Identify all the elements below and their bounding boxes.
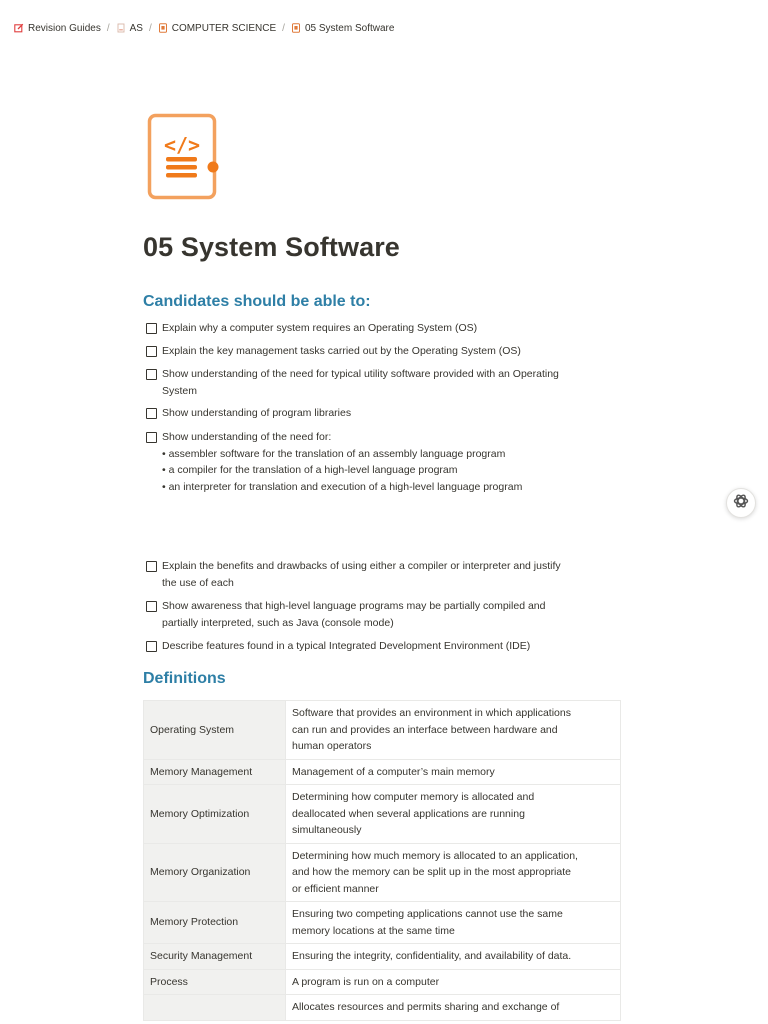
- svg-text:</>: </>: [163, 133, 201, 157]
- todo-text: Show understanding of the need for typical utility software provided with an Operating: [162, 368, 559, 380]
- todo-text: System: [162, 384, 198, 397]
- table-row: [144, 902, 621, 944]
- definition-cell: [286, 701, 621, 760]
- todo-text: • a compiler for the translation of a high-level language program: [162, 464, 458, 476]
- breadcrumb-item-current[interactable]: [291, 23, 394, 34]
- todo-text: Show understanding of program libraries: [162, 407, 352, 419]
- todo-checkbox[interactable]: [146, 369, 157, 380]
- term-cell: Memory Management: [144, 759, 286, 785]
- term-cell: Memory Optimization: [144, 785, 286, 844]
- definition-cell: [286, 902, 621, 944]
- breadcrumb-label: 05 System Software: [304, 22, 395, 34]
- definition-line: deallocated when several applications are running: [292, 807, 525, 820]
- todo-text: • an interpreter for translation and execution of a high-level language program: [162, 480, 523, 493]
- todo-text: Explain the key management tasks carried out by the Operating System (OS): [162, 345, 521, 357]
- pencil-square-icon: [14, 23, 24, 33]
- breadcrumb-label: COMPUTER SCIENCE: [171, 22, 277, 34]
- term-cell: Process: [144, 969, 286, 995]
- definitions-table: [143, 700, 621, 1021]
- page-title: 05 System Software: [143, 232, 400, 262]
- openai-logo-icon: [732, 492, 750, 515]
- breadcrumb: [14, 20, 394, 36]
- term-cell: Security Management: [144, 944, 286, 970]
- code-document-icon[interactable]: [146, 112, 222, 202]
- definition-line: Determining how much memory is allocated to an application,: [292, 849, 578, 862]
- table-row: [144, 843, 621, 902]
- definition-cell: [286, 969, 621, 995]
- todo-item: [146, 405, 616, 422]
- table-row: [144, 701, 621, 760]
- objectives-heading: Candidates should be able to:: [143, 293, 371, 310]
- definition-line: or efficient manner: [292, 882, 379, 895]
- definition-line: Ensuring the integrity, confidentiality, and availability of data.: [292, 950, 572, 962]
- todo-checkbox[interactable]: [146, 641, 157, 652]
- breadcrumb-item-computer-science[interactable]: [158, 23, 276, 34]
- definition-line: can run and provides an interface between hardware and: [292, 723, 558, 736]
- term-cell: Memory Organization: [144, 843, 286, 902]
- todo-item: [146, 429, 616, 495]
- book-icon: [158, 23, 168, 33]
- todo-text: partially interpreted, such as Java (console mode): [162, 616, 394, 629]
- table-row: [144, 759, 621, 785]
- definition-line: Ensuring two competing applications cannot use the same: [292, 908, 563, 920]
- todo-checkbox[interactable]: [146, 561, 157, 572]
- definition-line: Determining how computer memory is allocated and: [292, 791, 535, 803]
- definition-line: Management of a computer’s main memory: [292, 765, 495, 778]
- todo-text: • assembler software for the translation of an assembly language program: [162, 447, 506, 460]
- definition-cell: [286, 944, 621, 970]
- todo-text: Show understanding of the need for:: [162, 431, 332, 443]
- todo-text: the use of each: [162, 576, 234, 589]
- breadcrumb-label: AS: [129, 22, 143, 34]
- breadcrumb-separator: /: [106, 22, 110, 34]
- term-cell: Operating System: [144, 701, 286, 760]
- todo-item: [146, 558, 616, 591]
- todo-item: [146, 598, 616, 631]
- definition-line: A program is run on a computer: [292, 975, 440, 988]
- term-cell: [144, 995, 286, 1021]
- definition-line: simultaneously: [292, 824, 362, 836]
- breadcrumb-item-as[interactable]: [116, 23, 143, 34]
- todo-item: [146, 320, 616, 337]
- table-row: [144, 969, 621, 995]
- book-icon: [291, 23, 301, 33]
- definition-cell: [286, 785, 621, 844]
- definition-line: Software that provides an environment in which applications: [292, 707, 571, 719]
- definitions-heading: Definitions: [143, 670, 226, 687]
- breadcrumb-separator: /: [282, 22, 285, 34]
- definition-line: memory locations at the same time: [292, 924, 455, 937]
- term-cell: Memory Protection: [144, 902, 286, 944]
- todo-text: Describe features found in a typical Integrated Development Environment (IDE): [162, 640, 531, 652]
- definition-cell: [286, 759, 621, 785]
- definition-line: Allocates resources and permits sharing and exchange of: [292, 1001, 560, 1013]
- todo-checkbox[interactable]: [146, 432, 157, 443]
- page-icon: [116, 23, 126, 33]
- todo-checkbox[interactable]: [146, 346, 157, 357]
- table-row: [144, 785, 621, 844]
- breadcrumb-label: Revision Guides: [28, 22, 101, 34]
- todo-text: Show awareness that high-level language programs may be partially compiled and: [162, 600, 546, 612]
- table-row: [144, 944, 621, 970]
- definition-line: human operators: [292, 740, 372, 752]
- todo-item: [146, 343, 616, 360]
- todo-checkbox[interactable]: [146, 408, 157, 419]
- todo-checkbox[interactable]: [146, 601, 157, 612]
- definition-cell: [286, 995, 621, 1021]
- todo-checkbox[interactable]: [146, 323, 157, 334]
- todo-item: [146, 366, 616, 399]
- assistant-button[interactable]: [726, 488, 756, 518]
- definition-cell: [286, 843, 621, 902]
- breadcrumb-item-revision-guides[interactable]: [14, 23, 101, 34]
- todo-item: [146, 638, 616, 655]
- definition-line: and how the memory can be split up in the most appropriate: [292, 866, 571, 878]
- breadcrumb-separator: /: [148, 22, 152, 34]
- todo-text: Explain the benefits and drawbacks of using either a compiler or interpreter and justify: [162, 560, 561, 572]
- todo-text: Explain why a computer system requires an Operating System (OS): [162, 322, 478, 334]
- table-row: [144, 995, 621, 1021]
